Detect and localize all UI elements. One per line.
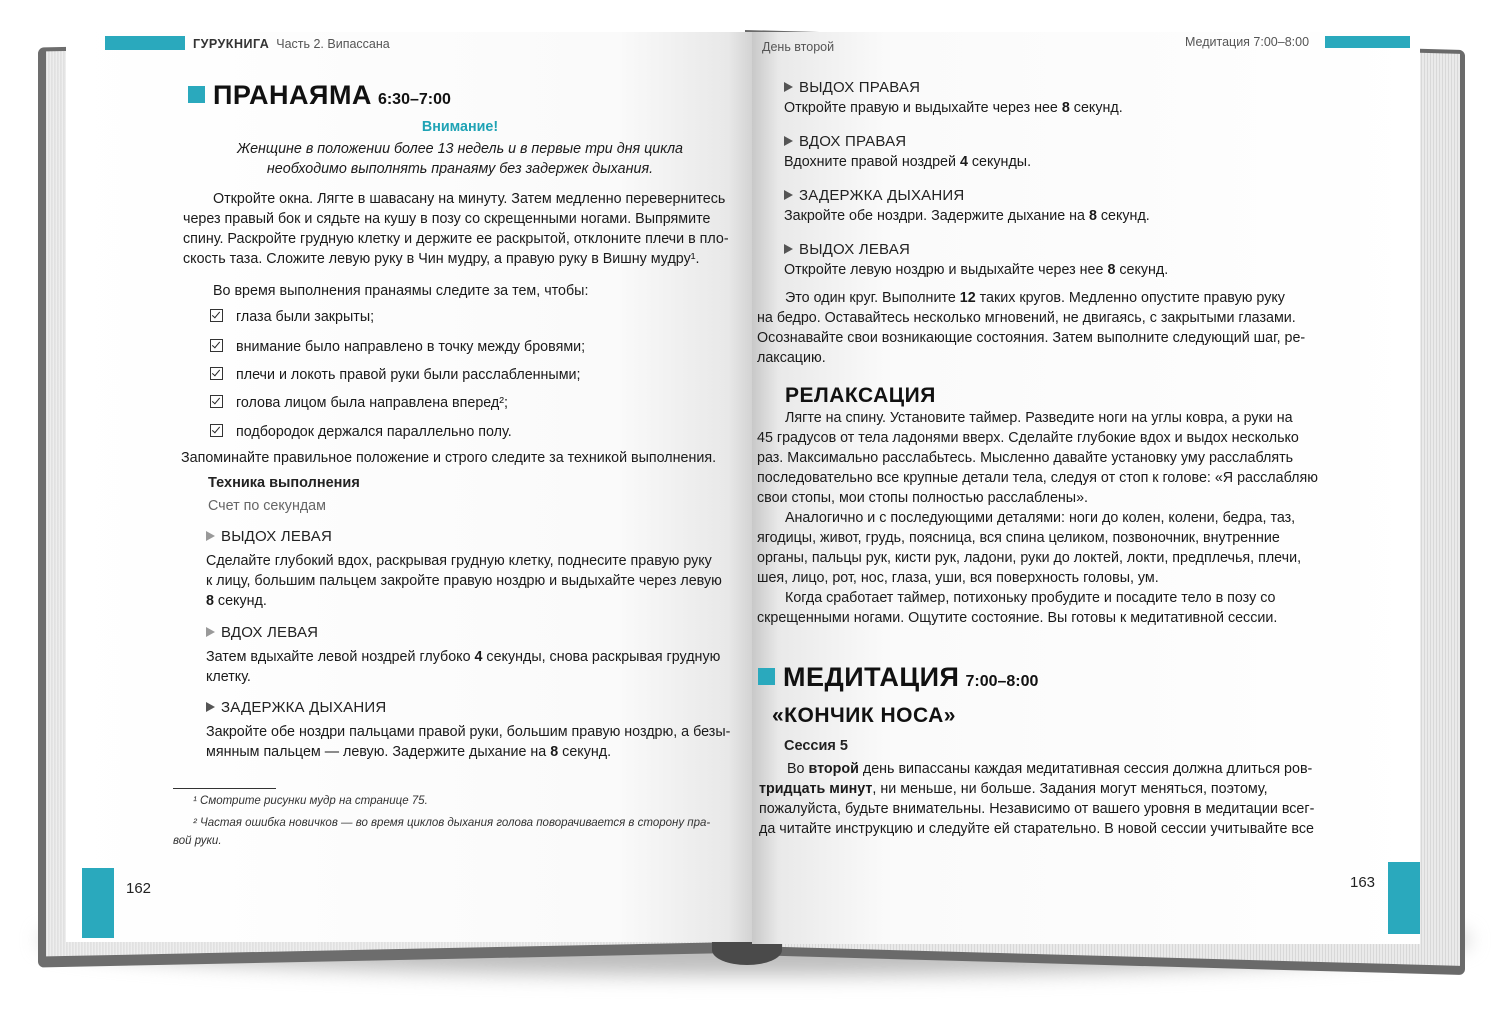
triangle-bullet-icon: [784, 82, 793, 92]
pranayama-heading: [188, 80, 451, 111]
intro-line: через правый бок и сядьте на кушу в позу со скрещенными ногами. Выпрямите: [183, 211, 711, 227]
triangle-bullet-icon: [206, 702, 215, 712]
intro-line: Откройте окна. Лягте в шавасану на минуту. Затем медленно перевернитесь: [213, 191, 726, 207]
checklist-item: голова лицом была направлена вперед²;: [210, 393, 508, 413]
checkbox-checked-icon: [210, 424, 223, 437]
meditation-title: МЕДИТАЦИЯ: [783, 662, 960, 692]
triangle-bullet-icon: [784, 136, 793, 146]
book-title: ГУРУКНИГА: [193, 37, 270, 51]
step-title: ЗАДЕРЖКА ДЫХАНИЯ: [784, 187, 964, 204]
attention-line-2: необходимо выполнять пранаяму без задержек дыхания.: [266, 161, 654, 177]
intro-line: спину. Раскройте грудную клетку и держите ее раскрытой, отклоните плечи в пло-: [183, 231, 729, 247]
checkbox-checked-icon: [210, 367, 223, 380]
footnote-2-cont: вой руки.: [173, 835, 222, 847]
remember-text: Запоминайте правильное положение и строго следите за техникой выполнения.: [181, 450, 717, 466]
checkbox-checked-icon: [210, 309, 223, 322]
pranayama-title: ПРАНАЯМА: [213, 80, 372, 110]
step-title: ВЫДОХ ЛЕВАЯ: [206, 528, 332, 545]
session-title: Сессия 5: [784, 738, 848, 754]
step-text: Вдохните правой ноздрей 4 секунды.: [784, 154, 1032, 170]
triangle-bullet-icon: [784, 190, 793, 200]
step-text: Откройте левую ноздрю и выдыхайте через нее 8 секунд.: [784, 262, 1169, 278]
step-text: Откройте правую и выдыхайте через нее 8 секунд.: [784, 100, 1123, 116]
intro-paragraph: [183, 189, 733, 269]
technique-subtitle: Счет по секундам: [208, 498, 326, 514]
circle-paragraph: Это один круг. Выполните 12 таких кругов. Медленно опустите правую руку на бедро. Оставайтесь несколько мгновений, не двигаясь, с закрытыми глазами. Осознавайте свои возникающие состояния. Затем выполните следующий шаг, ре- лаксацию.: [757, 290, 1306, 366]
running-header-right-left: День второй: [762, 40, 835, 54]
session-paragraph: Во второй день випассаны каждая медитативная сессия должна длиться ров- тридцать минут, ни меньше, ни больше. Задания могут меняться, поэтому, пожалуйста, будьте внимательны. Независимо от вашего уровня в медитации всег- да читайте инструкцию и следуйте ей старательно. В новой сессии учитывайте все: [759, 761, 1315, 837]
footnote-1: ¹ Смотрите рисунки мудр на странице 75.: [193, 795, 428, 807]
step-text: Закройте обе ноздри пальцами правой руки, большим правую ноздрю, а безы- мянным пальцем — левую. Задержите дыхание на 8 секунд.: [206, 724, 731, 760]
triangle-bullet-icon: [206, 531, 215, 541]
technique-title: Техника выполнения: [208, 475, 360, 491]
relaxation-heading: РЕЛАКСАЦИЯ: [785, 384, 936, 407]
thumb-tab-top-left: [105, 36, 185, 50]
checklist-item: внимание было направлено в точку между бровями;: [210, 337, 585, 357]
step-title: ЗАДЕРЖКА ДЫХАНИЯ: [206, 699, 386, 716]
attention-line-1: Женщине в положении более 13 недель и в первые три дня цикла: [236, 141, 684, 157]
intro-line: скость таза. Сложите левую руку в Чин мудру, а правую руку в Вишну мудру¹.: [183, 251, 700, 267]
attention-title: Внимание!: [421, 119, 499, 135]
meditation-time: 7:00–8:00: [965, 673, 1039, 690]
meditation-subheading: «КОНЧИК НОСА»: [772, 704, 956, 727]
step-text: Затем вдыхайте левой ноздрей глубоко 4 секунды, снова раскрывая грудную клетку.: [206, 649, 721, 685]
checkbox-checked-icon: [210, 339, 223, 352]
step-text: Сделайте глубокий вдох, раскрывая грудную клетку, поднесите правую руку к лицу, большим пальцем закройте правую ноздрю и выдыхайте через левую 8 секунд.: [206, 553, 722, 609]
triangle-bullet-icon: [784, 244, 793, 254]
thumb-tab-top-right: [1325, 36, 1410, 48]
meditation-heading: [758, 662, 1038, 693]
step-title: ВЫДОХ ПРАВАЯ: [784, 79, 920, 96]
footnote-2: ² Частая ошибка новичков — во время циклов дыхания голова поворачивается в сторону пра-: [193, 817, 711, 829]
page-number-right: 163: [1350, 874, 1376, 891]
heading-square-icon: [758, 668, 775, 685]
step-text: Закройте обе ноздри. Задержите дыхание на 8 секунд.: [784, 208, 1150, 224]
heading-square-icon: [188, 86, 205, 103]
checkbox-checked-icon: [210, 395, 223, 408]
checklist-item: плечи и локоть правой руки были расслабленными;: [210, 365, 581, 385]
checklist-item: глаза были закрыты;: [210, 307, 374, 327]
checklist-item: подбородок держался параллельно полу.: [210, 422, 512, 442]
relaxation-paragraph: Лягте на спину. Установите таймер. Разведите ноги на углы ковра, а руки на 45 градусов от тела ладонями вверх. Сделайте глубокие вдох и выдох несколько раз. Максимально расслабьтесь. Мысленно давайте установку уму расслаблять последовательно все крупные детали тела, следуя от стоп к голове: «Я расслабляю свои стопы, мои стопы полностью расслаблены». Аналогично и с последующими деталями: ноги до колен, колени, бедра, таз, ягодицы, живот, грудь, поясница, вся спина целиком, позвоночник, внутренние органы, пальцы рук, кисти рук, ладони, руки до локтей, локти, предплечья, плечи, шея, лицо, рот, нос, глаза, уши, вся поверхность головы, ум. Когда сработает таймер, потихоньку пробудите и посадите тело в позу со скрещенными ногами. Ощутите состояние. Вы готовы к медитативной сессии.: [757, 410, 1318, 626]
step-title: ВЫДОХ ЛЕВАЯ: [784, 241, 910, 258]
pranayama-time: 6:30–7:00: [377, 91, 451, 108]
thumb-tab-bottom-right: [1388, 862, 1420, 934]
watch-intro: Во время выполнения пранаямы следите за тем, чтобы:: [213, 283, 589, 299]
page-number-left: 162: [126, 880, 152, 897]
thumb-tab-bottom-left: [82, 868, 114, 938]
running-header-right: Медитация 7:00–8:00: [1185, 35, 1310, 49]
triangle-bullet-icon: [206, 627, 215, 637]
running-section: Часть 2. Випассана: [276, 37, 390, 51]
footnote-divider: [173, 788, 276, 789]
step-title: ВДОХ ПРАВАЯ: [784, 133, 906, 150]
running-header-left: [193, 37, 390, 51]
step-title: ВДОХ ЛЕВАЯ: [206, 624, 318, 641]
